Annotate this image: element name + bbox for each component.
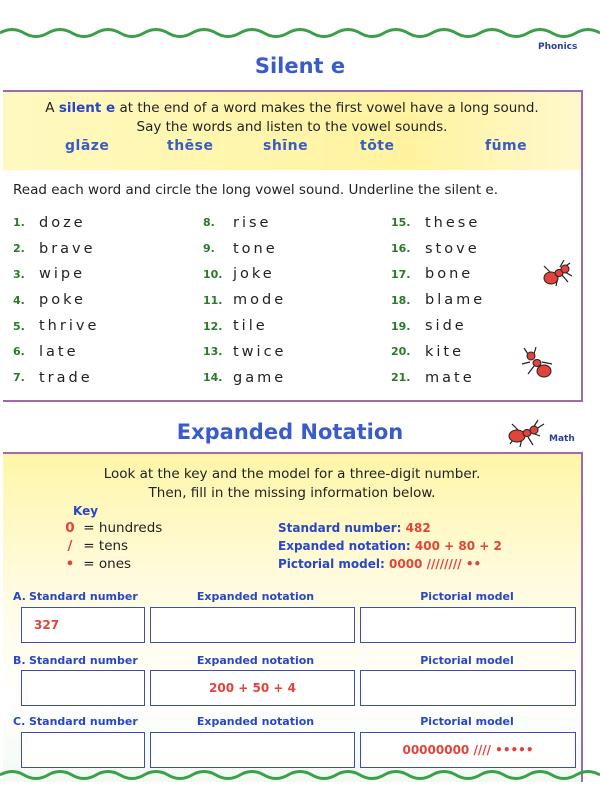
item-word: tile bbox=[233, 318, 268, 335]
key-row bbox=[61, 556, 131, 572]
expanded-notation-input[interactable] bbox=[150, 607, 355, 643]
intro-prefix: A bbox=[45, 100, 55, 116]
row-letter: C. bbox=[13, 715, 26, 728]
list-item bbox=[391, 262, 485, 288]
example-word: tōte bbox=[360, 138, 395, 154]
word-column-2 bbox=[203, 210, 286, 391]
silent-e-title: Silent e bbox=[254, 54, 346, 78]
item-word: late bbox=[39, 343, 79, 360]
key-row bbox=[61, 538, 128, 554]
list-item bbox=[13, 313, 99, 339]
key-row bbox=[61, 520, 162, 536]
list-item bbox=[203, 210, 286, 236]
model-pictorial bbox=[278, 557, 481, 571]
item-number: 18. bbox=[391, 293, 411, 307]
item-word: mode bbox=[233, 292, 287, 309]
list-item bbox=[203, 236, 286, 262]
key-equals: = bbox=[83, 520, 95, 536]
item-number: 13. bbox=[203, 345, 223, 359]
item-word: poke bbox=[39, 292, 86, 309]
column-header: Pictorial model bbox=[420, 715, 514, 728]
list-item bbox=[13, 339, 99, 365]
silent-e-panel bbox=[3, 90, 583, 402]
standard-number-input[interactable] bbox=[21, 732, 145, 768]
item-number: 4. bbox=[13, 293, 25, 307]
ant-icon bbox=[540, 258, 576, 292]
column-header: Expanded notation bbox=[196, 715, 315, 728]
item-number: 16. bbox=[391, 242, 411, 256]
standard-number-input[interactable]: 327 bbox=[21, 607, 145, 643]
column-header: Standard number bbox=[29, 715, 138, 728]
key-equals: = bbox=[83, 556, 95, 572]
row-letter: B. bbox=[13, 654, 26, 667]
key-label: ones bbox=[98, 556, 132, 572]
item-number: 3. bbox=[13, 267, 25, 281]
intro-line-1 bbox=[3, 100, 581, 116]
item-word: rise bbox=[233, 214, 272, 231]
list-item bbox=[391, 236, 485, 262]
list-item bbox=[13, 365, 99, 391]
list-item bbox=[13, 287, 99, 313]
expanded-instructions-line-1: Look at the key and the model for a three-digit number. bbox=[103, 466, 481, 482]
item-word: blame bbox=[425, 292, 486, 309]
list-item bbox=[391, 365, 485, 391]
key-equals: = bbox=[83, 538, 95, 554]
model-expanded-label: Expanded notation: bbox=[278, 539, 411, 553]
wavy-border-top bbox=[0, 26, 600, 40]
item-word: game bbox=[233, 369, 287, 386]
list-item bbox=[391, 287, 485, 313]
item-number: 21. bbox=[391, 371, 411, 385]
list-item bbox=[391, 313, 485, 339]
expanded-notation-input[interactable]: 200 + 50 + 4 bbox=[150, 670, 355, 706]
item-number: 9. bbox=[203, 242, 215, 256]
key-symbol: / bbox=[67, 538, 73, 554]
key-label: hundreds bbox=[98, 520, 163, 536]
item-word: doze bbox=[39, 214, 86, 231]
column-header: Pictorial model bbox=[420, 654, 514, 667]
pictorial-model-input[interactable] bbox=[360, 607, 576, 643]
item-word: mate bbox=[425, 369, 475, 386]
column-header: Pictorial model bbox=[420, 590, 514, 603]
item-number: 10. bbox=[203, 267, 223, 281]
item-number: 1. bbox=[13, 216, 25, 230]
row-letter: A. bbox=[13, 590, 26, 603]
item-word: twice bbox=[233, 343, 287, 360]
pictorial-model-input[interactable] bbox=[360, 670, 576, 706]
list-item bbox=[203, 339, 286, 365]
item-word: these bbox=[425, 214, 481, 231]
example-word: fūme bbox=[485, 138, 528, 154]
item-word: trade bbox=[39, 369, 93, 386]
list-item bbox=[203, 262, 286, 288]
model-pictorial-value: 0000 //////// •• bbox=[389, 557, 482, 571]
column-header: Expanded notation bbox=[196, 654, 315, 667]
item-number: 7. bbox=[13, 371, 25, 385]
item-number: 15. bbox=[391, 216, 411, 230]
phonics-tag: Phonics bbox=[538, 42, 578, 52]
expanded-instructions-line-2: Then, fill in the missing information below. bbox=[148, 485, 436, 501]
item-number: 5. bbox=[13, 319, 25, 333]
item-word: thrive bbox=[39, 318, 100, 335]
column-header: Expanded notation bbox=[196, 590, 315, 603]
model-expanded-value: 400 + 80 + 2 bbox=[414, 539, 502, 553]
model-pictorial-label: Pictorial model: bbox=[278, 557, 385, 571]
item-word: tone bbox=[233, 240, 278, 257]
item-number: 20. bbox=[391, 345, 411, 359]
item-word: brave bbox=[39, 240, 96, 257]
item-word: stove bbox=[425, 240, 480, 257]
list-item bbox=[391, 210, 485, 236]
wavy-border-bottom bbox=[0, 768, 600, 782]
item-number: 6. bbox=[13, 345, 25, 359]
silent-e-instructions: Read each word and circle the long vowel sound. Underline the silent e. bbox=[13, 182, 499, 198]
intro-line-2: Say the words and listen to the vowel sounds. bbox=[136, 119, 448, 135]
intro-suffix: at the end of a word makes the first vowel have a long sound. bbox=[119, 100, 539, 116]
item-word: joke bbox=[233, 266, 275, 283]
list-item bbox=[203, 287, 286, 313]
ant-icon bbox=[506, 418, 546, 450]
word-column-3 bbox=[391, 210, 485, 391]
list-item bbox=[13, 262, 99, 288]
expanded-notation-panel bbox=[3, 452, 583, 782]
column-header: Standard number bbox=[29, 654, 138, 667]
item-word: kite bbox=[425, 343, 465, 360]
item-number: 12. bbox=[203, 319, 223, 333]
list-item bbox=[391, 339, 485, 365]
model-expanded bbox=[278, 539, 502, 553]
word-column-1 bbox=[13, 210, 99, 391]
list-item bbox=[13, 236, 99, 262]
key-title: Key bbox=[73, 504, 99, 518]
model-standard-label: Standard number: bbox=[278, 521, 402, 535]
pictorial-model-input[interactable]: 00000000 //// ••••• bbox=[360, 732, 576, 768]
standard-number-input[interactable] bbox=[21, 670, 145, 706]
column-header: Standard number bbox=[29, 590, 138, 603]
item-number: 17. bbox=[391, 267, 411, 281]
item-word: wipe bbox=[39, 266, 86, 283]
item-number: 8. bbox=[203, 216, 215, 230]
model-standard-value: 482 bbox=[405, 521, 431, 535]
example-word: glāze bbox=[65, 138, 110, 154]
item-number: 2. bbox=[13, 242, 25, 256]
item-number: 14. bbox=[203, 371, 223, 385]
item-number: 11. bbox=[203, 293, 223, 307]
list-item bbox=[13, 210, 99, 236]
key-label: tens bbox=[98, 538, 129, 554]
item-word: side bbox=[425, 318, 467, 335]
example-word: thēse bbox=[167, 138, 214, 154]
intro-bold: silent e bbox=[58, 100, 116, 116]
list-item bbox=[203, 365, 286, 391]
example-word: shīne bbox=[263, 138, 309, 154]
expanded-notation-title: Expanded Notation bbox=[176, 420, 404, 444]
list-item bbox=[203, 313, 286, 339]
ant-icon bbox=[520, 346, 556, 382]
item-word: bone bbox=[425, 266, 474, 283]
item-number: 19. bbox=[391, 319, 411, 333]
model-standard bbox=[278, 521, 431, 535]
key-symbol: 0 bbox=[65, 520, 75, 536]
expanded-notation-input[interactable] bbox=[150, 732, 355, 768]
math-tag: Math bbox=[549, 434, 575, 444]
key-symbol: • bbox=[65, 556, 75, 572]
